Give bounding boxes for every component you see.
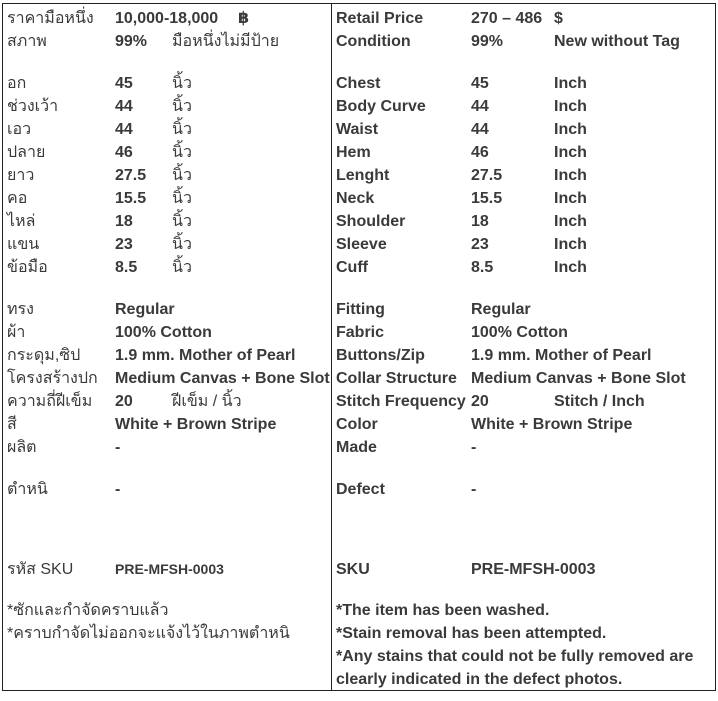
en-measure-unit: Inch bbox=[554, 98, 587, 115]
en-sku-label: SKU bbox=[336, 561, 370, 578]
thai-detail-value: Regular bbox=[115, 301, 175, 318]
thai-detail-value: - bbox=[115, 439, 121, 456]
en-measure-unit: Inch bbox=[554, 190, 587, 207]
en-detail-unit: Stitch / Inch bbox=[554, 393, 645, 410]
thai-measure-label: อก bbox=[7, 75, 27, 92]
thai-measure-value: 44 bbox=[115, 121, 133, 138]
thai-measure-label: แขน bbox=[7, 236, 40, 253]
thai-measure-value: 27.5 bbox=[115, 167, 147, 184]
thai-measure-value: 18 bbox=[115, 213, 133, 230]
thai-sku-value: PRE-MFSH-0003 bbox=[115, 561, 224, 577]
en-detail-label: Stitch Frequency bbox=[336, 393, 466, 410]
en-price-value: 270 – 486 bbox=[471, 10, 543, 27]
thai-measure-value: 15.5 bbox=[115, 190, 147, 207]
en-defect-value: - bbox=[471, 481, 477, 498]
thai-measure-unit: นิ้ว bbox=[172, 259, 192, 276]
en-measure-label: Hem bbox=[336, 144, 371, 161]
thai-detail-value: 100% Cotton bbox=[115, 324, 212, 341]
en-condition-value: 99% bbox=[471, 33, 504, 50]
thai-condition-label: สภาพ bbox=[7, 33, 47, 50]
en-price-unit: $ bbox=[554, 10, 563, 27]
thai-measure-label: เอว bbox=[7, 121, 32, 138]
thai-condition-note: มือหนึ่งไม่มีป้าย bbox=[172, 33, 280, 50]
en-measure-label: Waist bbox=[336, 121, 379, 138]
thai-measure-label: ยาว bbox=[7, 167, 35, 184]
thai-detail-label: ทรง bbox=[7, 301, 34, 318]
thai-measure-label: คอ bbox=[7, 190, 28, 207]
thai-detail-label: ผลิต bbox=[7, 439, 37, 456]
en-measure-unit: Inch bbox=[554, 75, 587, 92]
en-detail-value: Medium Canvas + Bone Slot bbox=[471, 370, 686, 387]
en-note: *Stain removal has been attempted. bbox=[336, 625, 607, 642]
en-measure-value: 44 bbox=[471, 98, 489, 115]
en-detail-value: 100% Cotton bbox=[471, 324, 568, 341]
en-measure-value: 23 bbox=[471, 236, 489, 253]
thai-detail-label: ความถี่ฝีเข็ม bbox=[7, 393, 93, 410]
en-sku-value: PRE-MFSH-0003 bbox=[471, 561, 596, 578]
thai-detail-value: Medium Canvas + Bone Slot bbox=[115, 370, 330, 387]
thai-measure-value: 45 bbox=[115, 75, 133, 92]
thai-measure-unit: นิ้ว bbox=[172, 144, 192, 161]
en-detail-label: Buttons/Zip bbox=[336, 347, 425, 364]
en-detail-value: 1.9 mm. Mother of Pearl bbox=[471, 347, 652, 364]
en-measure-label: Cuff bbox=[336, 259, 368, 276]
thai-detail-label: สี bbox=[7, 416, 17, 433]
thai-price-label: ราคามือหนึ่ง bbox=[7, 10, 94, 27]
column-divider bbox=[331, 3, 332, 691]
thai-measure-label: ช่วงเว้า bbox=[7, 98, 59, 115]
en-detail-value: - bbox=[471, 439, 477, 456]
en-detail-value: White + Brown Stripe bbox=[471, 416, 633, 433]
en-note: clearly indicated in the defect photos. bbox=[336, 671, 623, 688]
thai-sku-label: รหัส SKU bbox=[7, 561, 74, 578]
en-measure-value: 44 bbox=[471, 121, 489, 138]
thai-measure-unit: นิ้ว bbox=[172, 167, 192, 184]
en-detail-label: Fabric bbox=[336, 324, 385, 341]
en-measure-unit: Inch bbox=[554, 236, 587, 253]
en-measure-value: 15.5 bbox=[471, 190, 503, 207]
thai-measure-value: 23 bbox=[115, 236, 133, 253]
thai-detail-value: White + Brown Stripe bbox=[115, 416, 277, 433]
en-condition-label: Condition bbox=[336, 33, 411, 50]
en-detail-label: Fitting bbox=[336, 301, 385, 318]
en-condition-note: New without Tag bbox=[554, 33, 680, 50]
en-measure-label: Lenght bbox=[336, 167, 390, 184]
en-measure-label: Sleeve bbox=[336, 236, 387, 253]
en-measure-label: Body Curve bbox=[336, 98, 426, 115]
en-measure-value: 45 bbox=[471, 75, 489, 92]
en-measure-label: Shoulder bbox=[336, 213, 406, 230]
en-measure-unit: Inch bbox=[554, 213, 587, 230]
en-measure-unit: Inch bbox=[554, 144, 587, 161]
en-price-label: Retail Price bbox=[336, 10, 424, 27]
en-measure-value: 27.5 bbox=[471, 167, 503, 184]
thai-defect-label: ตำหนิ bbox=[7, 481, 48, 498]
thai-measure-value: 44 bbox=[115, 98, 133, 115]
thai-price-unit: ฿ bbox=[238, 10, 250, 27]
en-detail-label: Made bbox=[336, 439, 377, 456]
thai-measure-unit: นิ้ว bbox=[172, 190, 192, 207]
thai-detail-value: 20 bbox=[115, 393, 133, 410]
en-defect-label: Defect bbox=[336, 481, 385, 498]
thai-measure-label: ปลาย bbox=[7, 144, 46, 161]
en-measure-unit: Inch bbox=[554, 259, 587, 276]
en-measure-value: 18 bbox=[471, 213, 489, 230]
thai-measure-label: ข้อมือ bbox=[7, 259, 48, 276]
thai-measure-unit: นิ้ว bbox=[172, 75, 192, 92]
en-detail-value: 20 bbox=[471, 393, 489, 410]
thai-measure-unit: นิ้ว bbox=[172, 98, 192, 115]
thai-defect-value: - bbox=[115, 481, 121, 498]
thai-price-value: 10,000-18,000 bbox=[115, 10, 219, 27]
en-measure-label: Chest bbox=[336, 75, 381, 92]
thai-detail-unit: ฝีเข็ม / นิ้ว bbox=[172, 393, 242, 410]
en-measure-value: 8.5 bbox=[471, 259, 494, 276]
en-measure-value: 46 bbox=[471, 144, 489, 161]
en-detail-label: Color bbox=[336, 416, 378, 433]
en-detail-label: Collar Structure bbox=[336, 370, 457, 387]
thai-note: *ซักและกำจัดคราบแล้ว bbox=[7, 602, 169, 619]
en-measure-unit: Inch bbox=[554, 167, 587, 184]
thai-measure-unit: นิ้ว bbox=[172, 121, 192, 138]
thai-measure-unit: นิ้ว bbox=[172, 213, 192, 230]
en-measure-label: Neck bbox=[336, 190, 375, 207]
thai-detail-value: 1.9 mm. Mother of Pearl bbox=[115, 347, 296, 364]
en-detail-value: Regular bbox=[471, 301, 531, 318]
thai-measure-value: 46 bbox=[115, 144, 133, 161]
thai-detail-label: กระดุม,ซิป bbox=[7, 347, 81, 364]
thai-condition-value: 99% bbox=[115, 33, 148, 50]
thai-measure-unit: นิ้ว bbox=[172, 236, 192, 253]
thai-detail-label: โครงสร้างปก bbox=[7, 370, 98, 387]
thai-measure-value: 8.5 bbox=[115, 259, 138, 276]
thai-measure-label: ไหล่ bbox=[7, 213, 36, 230]
thai-note: *คราบกำจัดไม่ออกจะแจ้งไว้ในภาพตำหนิ bbox=[7, 625, 290, 642]
en-note: *The item has been washed. bbox=[336, 602, 550, 619]
en-note: *Any stains that could not be fully removed are bbox=[336, 648, 694, 665]
thai-detail-label: ผ้า bbox=[7, 324, 26, 341]
en-measure-unit: Inch bbox=[554, 121, 587, 138]
